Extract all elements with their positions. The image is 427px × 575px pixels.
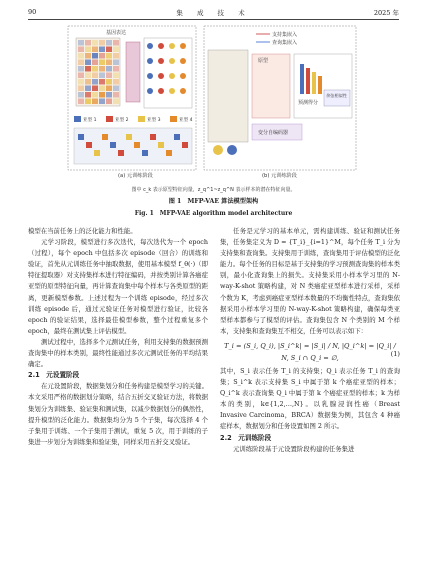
matrix-cell xyxy=(106,99,112,105)
strip-cell xyxy=(142,150,148,156)
matrix-cell xyxy=(99,73,105,79)
caption-a: (a) 元训练阶段 xyxy=(118,173,153,179)
matrix-cell xyxy=(113,79,119,85)
sample-dot xyxy=(180,73,186,79)
matrix-cell xyxy=(99,99,105,105)
matrix-cell xyxy=(99,79,105,85)
paragraph: 在元设置阶段，数据集划分和任务构建是模型学习的关键。本文采用严格的数据划分策略，结合五折交叉验证方法，将数据集划分为训练集、验证集和测试集，以减少数据划分的偶然性，提升模型的泛化能力。数据集均分为 5 个子集，每次选择 4 个子集用于训练、一个子集用于测试，重复 5 次，用于训练的子集进一步划分为训练集和验证集，同样采用五折交叉验证。 xyxy=(28,382,208,446)
matrix-cell xyxy=(99,40,105,46)
svg-text:原型: 原型 xyxy=(258,58,269,64)
matrix-cell xyxy=(78,99,84,105)
sample-dot xyxy=(169,43,175,49)
header-rule xyxy=(28,19,399,20)
svg-text:变分自编码器: 变分自编码器 xyxy=(258,130,289,136)
matrix-cell xyxy=(99,66,105,72)
matrix-cell xyxy=(78,66,84,72)
panel-a-title: 基因表达 xyxy=(106,30,127,36)
figure-caption-en: Fig. 1 MFP-VAE algorithm model architecture xyxy=(134,210,293,217)
matrix-cell xyxy=(85,60,91,66)
matrix-cell xyxy=(113,73,119,79)
journal-year: 2025 年 xyxy=(373,9,399,17)
page-number: 90 xyxy=(28,8,37,16)
matrix-cell xyxy=(113,86,119,92)
matrix-cell xyxy=(106,86,112,92)
score-bar xyxy=(300,64,304,94)
matrix-cell xyxy=(85,53,91,59)
matrix-cell xyxy=(99,47,105,53)
strip-cell xyxy=(102,134,108,140)
journal-name: 集 成 技 术 xyxy=(176,9,251,17)
matrix-cell xyxy=(85,92,91,98)
strip-cell xyxy=(78,134,84,140)
matrix-cell xyxy=(85,73,91,79)
matrix-cell xyxy=(85,99,91,105)
matrix-cell xyxy=(92,60,98,66)
sample-dot xyxy=(158,73,164,79)
matrix-cell xyxy=(106,73,112,79)
equation-1 xyxy=(220,340,400,364)
svg-text:亚型 1: 亚型 1 xyxy=(83,118,97,123)
matrix-cell xyxy=(113,92,119,98)
matrix-cell xyxy=(106,79,112,85)
architecture-diagram xyxy=(66,24,358,184)
score-bar xyxy=(318,76,322,94)
svg-text:亚型 3: 亚型 3 xyxy=(147,118,161,123)
matrix-cell xyxy=(113,53,119,59)
section-heading: 2.1 元设置阶段 xyxy=(28,371,80,380)
sample-dot xyxy=(147,58,153,64)
strip-cell xyxy=(94,150,100,156)
section-heading: 2.2 元训练阶段 xyxy=(220,433,272,442)
matrix-cell xyxy=(92,47,98,53)
matrix-cell xyxy=(85,86,91,92)
strip-cell xyxy=(158,142,164,148)
sample-dot xyxy=(147,88,153,94)
matrix-cell xyxy=(113,40,119,46)
matrix-cell xyxy=(85,79,91,85)
matrix-cell xyxy=(92,66,98,72)
matrix-cell xyxy=(99,86,105,92)
sample-dot xyxy=(158,88,164,94)
sample-dot xyxy=(180,58,186,64)
sample-dot xyxy=(158,58,164,64)
strip-cell xyxy=(110,142,116,148)
score-bar xyxy=(306,68,310,94)
matrix-cell xyxy=(92,86,98,92)
matrix-cell xyxy=(106,60,112,66)
figure-note: 图中 c_k 表示原型特征向量，z_q^1~z_q^N 表示样本的潜在特征向量。 xyxy=(131,187,296,193)
matrix-cell xyxy=(78,53,84,59)
paragraph: 模型在当前任务上的泛化能力和性能。 xyxy=(28,227,137,235)
sample-dot xyxy=(169,88,175,94)
matrix-cell xyxy=(78,79,84,85)
paragraph: 任务是元学习的基本单元，需构建训练、验证和测试任务集，任务集定义为 D = {T_i}_{i=1}^M，每个任务 T_i 分为支持集和查询集。支持集用于训练，查询集用于评估模型的泛化能力。每个任务的目标是基于支持集的学习预测查询集的样本类别，最小化查询集上的损失。支持集采用小样本学习里的 N-way-K-shot 策略构建，对 N 类癌症亚型样本进行采样，采样个数为 K，考虑到癌症亚型样本数量的不均衡性特点，查询集依据采用小样本学习里的 N-way-K-shot 策略构建，确保每类亚型样本都参与了模型的评估。查询集包含 N 个类别的 M 个样本，支持集和查询集互不相交，任务可以表示如下： xyxy=(220,227,400,335)
matrix-cell xyxy=(78,47,84,53)
paragraph: 元学习阶段，模型进行多次迭代，每次迭代为一个 epoch（过程），每个 epoch 中包括多次 episode（回合）的训练和验证，首先从元训练任务中抽取数据，使用基本模型 f_θ(·)（即特征提取器）对支持集样本进行特征编码，并按类别计算各癌症亚型的原型特征向量，再计算查询集中每个样本与各类原型的距离，更新模型参数。上述过程为一个训练 episode，经过多次训练 episode 后，通过元验证任务对模型进行验证，比较各 epoch 的验证结果，选择最佳模型参数，整个过程重复多个 epoch，最终在测试集上评估模型。 xyxy=(28,238,208,335)
strip-cell xyxy=(174,134,180,140)
matrix-cell xyxy=(78,92,84,98)
svg-text:预测得分: 预测得分 xyxy=(298,100,319,106)
caption-b: (b) 元训练阶段 xyxy=(262,173,297,179)
matrix-cell xyxy=(78,73,84,79)
matrix-cell xyxy=(99,53,105,59)
matrix-cell xyxy=(113,99,119,105)
svg-text:亚型 2: 亚型 2 xyxy=(115,118,129,123)
equation-number: (1) xyxy=(390,349,400,358)
strip-cell xyxy=(134,142,140,148)
figure-caption-zh: 图 1 MFP-VAE 算法模型架构 xyxy=(168,198,259,205)
matrix-cell xyxy=(92,99,98,105)
gene-expression-matrix xyxy=(76,38,120,106)
strip-cell xyxy=(86,142,92,148)
matrix-cell xyxy=(106,40,112,46)
svg-text:支持集嵌入: 支持集嵌入 xyxy=(272,32,298,38)
strip-cell xyxy=(150,134,156,140)
matrix-cell xyxy=(85,47,91,53)
left-column xyxy=(28,226,208,448)
equation-body: T_i = (S_i, Q_i), |S_i^k| = |S_i| / N, |Q_i^k| = |Q_i| / N, S_i ∩ Q_i = ∅, xyxy=(224,341,396,362)
sample-dot xyxy=(169,73,175,79)
matrix-cell xyxy=(92,40,98,46)
matrix-cell xyxy=(92,79,98,85)
matrix-cell xyxy=(85,66,91,72)
strip-cell xyxy=(182,142,188,148)
matrix-cell xyxy=(99,60,105,66)
sample-dot xyxy=(169,58,175,64)
matrix-cell xyxy=(106,47,112,53)
sample-dot xyxy=(147,73,153,79)
matrix-cell xyxy=(92,92,98,98)
matrix-cell xyxy=(106,92,112,98)
matrix-cell xyxy=(78,40,84,46)
sample-dot xyxy=(158,43,164,49)
strip-cell xyxy=(126,134,132,140)
matrix-cell xyxy=(92,73,98,79)
matrix-cell xyxy=(78,60,84,66)
paragraph: 其中，S_i 表示任务 T_i 的支持集；Q_i 表示任务 T_i 的查询集；S_i^k 表示支持集 S_i 中属于第 k 个癌症亚型的样本；Q_i^k 表示查询集 Q_i 中属于第 k 个癌症亚型的样本；k 为样本的类别，k∈{1,2,…,N}。以乳腺浸润性癌（Breast Invasive Carcinoma，BRCA）数据集为例，其包含 4 种癌症样本，数据划分和任务设置如图 2 所示。 xyxy=(220,366,400,431)
matrix-cell xyxy=(106,66,112,72)
strip-cell xyxy=(166,150,172,156)
matrix-cell xyxy=(113,47,119,53)
sample-dot xyxy=(180,43,186,49)
matrix-cell xyxy=(113,60,119,66)
paragraph: 测试过程中，选择多个元测试任务，利用支持集的数据预测查询集中的样本类别，最终性能通过多次元测试任务的平均结果确定。 xyxy=(28,337,208,369)
svg-text:查询集嵌入: 查询集嵌入 xyxy=(272,40,298,46)
score-bar xyxy=(312,72,316,94)
paragraph: 元训练阶段基于元设置阶段构建的任务集进 xyxy=(233,444,355,453)
strip-cell xyxy=(118,150,124,156)
matrix-cell xyxy=(113,66,119,72)
svg-text:亚型 4: 亚型 4 xyxy=(179,118,193,123)
right-column xyxy=(220,226,400,455)
matrix-cell xyxy=(92,53,98,59)
matrix-cell xyxy=(106,53,112,59)
svg-text:余弦相似性: 余弦相似性 xyxy=(326,93,347,98)
sample-dot xyxy=(180,88,186,94)
matrix-cell xyxy=(85,40,91,46)
figure-1 xyxy=(66,24,358,184)
sample-dot xyxy=(147,43,153,49)
matrix-cell xyxy=(99,92,105,98)
matrix-cell xyxy=(78,86,84,92)
encoder-block xyxy=(126,42,140,102)
